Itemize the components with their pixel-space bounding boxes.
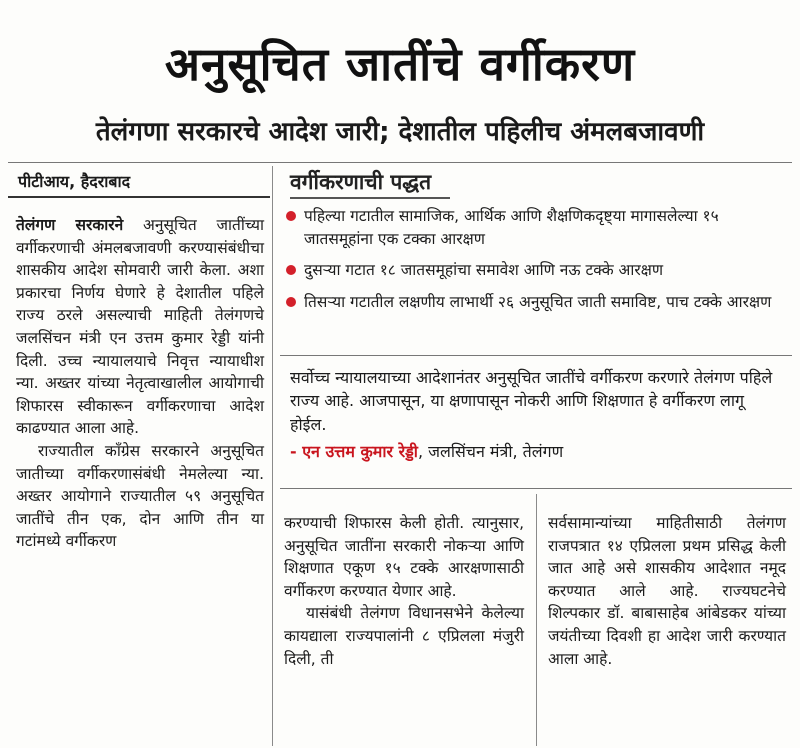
paragraph: राज्यातील काँग्रेस सरकारने अनुसूचित जातीच्या वर्गीकरणासंबंधी नेमलेल्या न्या. अख्तर आयोगाने राज्यातील ५९ अनुसूचित जातींचे तीन एक, दोन आणि तीन या गटांमध्ये वर्गीकरण [16,441,264,551]
paragraph-text: अनुसूचित जातींच्या वर्गीकरणाची अंमलबजावणी करण्यासंबंधीचा शासकीय आदेश सोमवारी जारी केला. अशा प्रकारचा निर्णय घेणारे हे देशातील पहिले राज्य ठरले असल्याची माहिती तेलंगणचे जलसिंचन मंत्री एन उत्तम कुमार रेड्डी यांनी दिली. उच्च न्यायालयाचे निवृत्त न्यायाधीश न्या. अख्तर यांच्या नेतृत्वाखालील आयोगाची शिफारस स्वीकारून वर्गीकरणाचा आदेश काढण्यात आला आहे. [16,216,264,438]
attribution-role: , जलसिंचन मंत्री, तेलंगण [417,442,564,462]
column-3 [548,512,786,670]
quote-attribution [290,440,784,463]
headline: अनुसूचित जातींचे वर्गीकरण [164,37,636,91]
bullet-icon [286,211,296,221]
minister-quote [290,366,784,464]
method-list [284,205,784,322]
column-1 [16,214,264,553]
column-divider [536,494,537,746]
lead-text: तेलंगण सरकारने [16,216,124,234]
bullet-icon [286,265,296,275]
box-title-underline [290,197,450,199]
quote-divider [280,488,792,489]
attribution-name: - एन उत्तम कुमार रेड्डी [290,442,418,462]
paragraph: करण्याची शिफारस केली होती. त्यानुसार, अनुसूचित जातींना सरकारी नोकऱ्या आणि शिक्षणात एकूण १५ टक्के आरक्षणासाठी वर्गीकरण करण्यात येणार आहे. [284,514,524,600]
box-title: वर्गीकरणाची पद्धत [290,170,432,194]
list-item: दुसऱ्या गटात १८ जातसमूहांचा समावेश आणि नऊ टक्के आरक्षण [284,259,784,282]
paragraph [16,214,264,440]
list-item: पहिल्या गटातील सामाजिक, आर्थिक आणि शैक्षणिकदृष्ट्या मागासलेल्या १५ जातसमूहांना एक टक्का आरक्षण [284,205,784,250]
paragraph: यासंबंधी तेलंगण विधानसभेने केलेल्या कायद्याला राज्यपालांनी ८ एप्रिलला मंजुरी दिली, ती [284,604,524,668]
list-item: तिसऱ्या गटातील लक्षणीय लाभार्थी २६ अनुसूचित जाती समाविष्ट, पाच टक्के आरक्षण [284,291,784,314]
box-divider [280,355,792,356]
paragraph: सर्वसामान्यांच्या माहितीसाठी तेलंगण राजपत्रात १४ एप्रिलला प्रथम प्रसिद्ध केली जात आहे असे शासकीय आदेशात नमूद करण्यात आले आहे. राज्यघटनेचे शिल्पकार डॉ. बाबासाहेब आंबेडकर यांच्या जयंतीच्या दिवशी हा आदेश जारी करण्यात आला आहे. [548,514,786,668]
column-2 [284,512,524,670]
byline-divider [8,196,270,198]
subheadline: तेलंगणा सरकारचे आदेश जारी; देशातील पहिलीच अंमलबजावणी [95,117,705,147]
column-divider [272,166,273,746]
quote-text: सर्वोच्च न्यायालयाच्या आदेशानंतर अनुसूचित जातींचे वर्गीकरण करणारे तेलंगण पहिले राज्य आहे. आजपासून, या क्षणापासून नोकरी आणि शिक्षणात हे वर्गीकरण लागू होईल. [290,368,773,434]
header-divider [8,162,792,163]
byline: पीटीआय, हैदराबाद [18,172,131,191]
bullet-icon [286,297,296,307]
